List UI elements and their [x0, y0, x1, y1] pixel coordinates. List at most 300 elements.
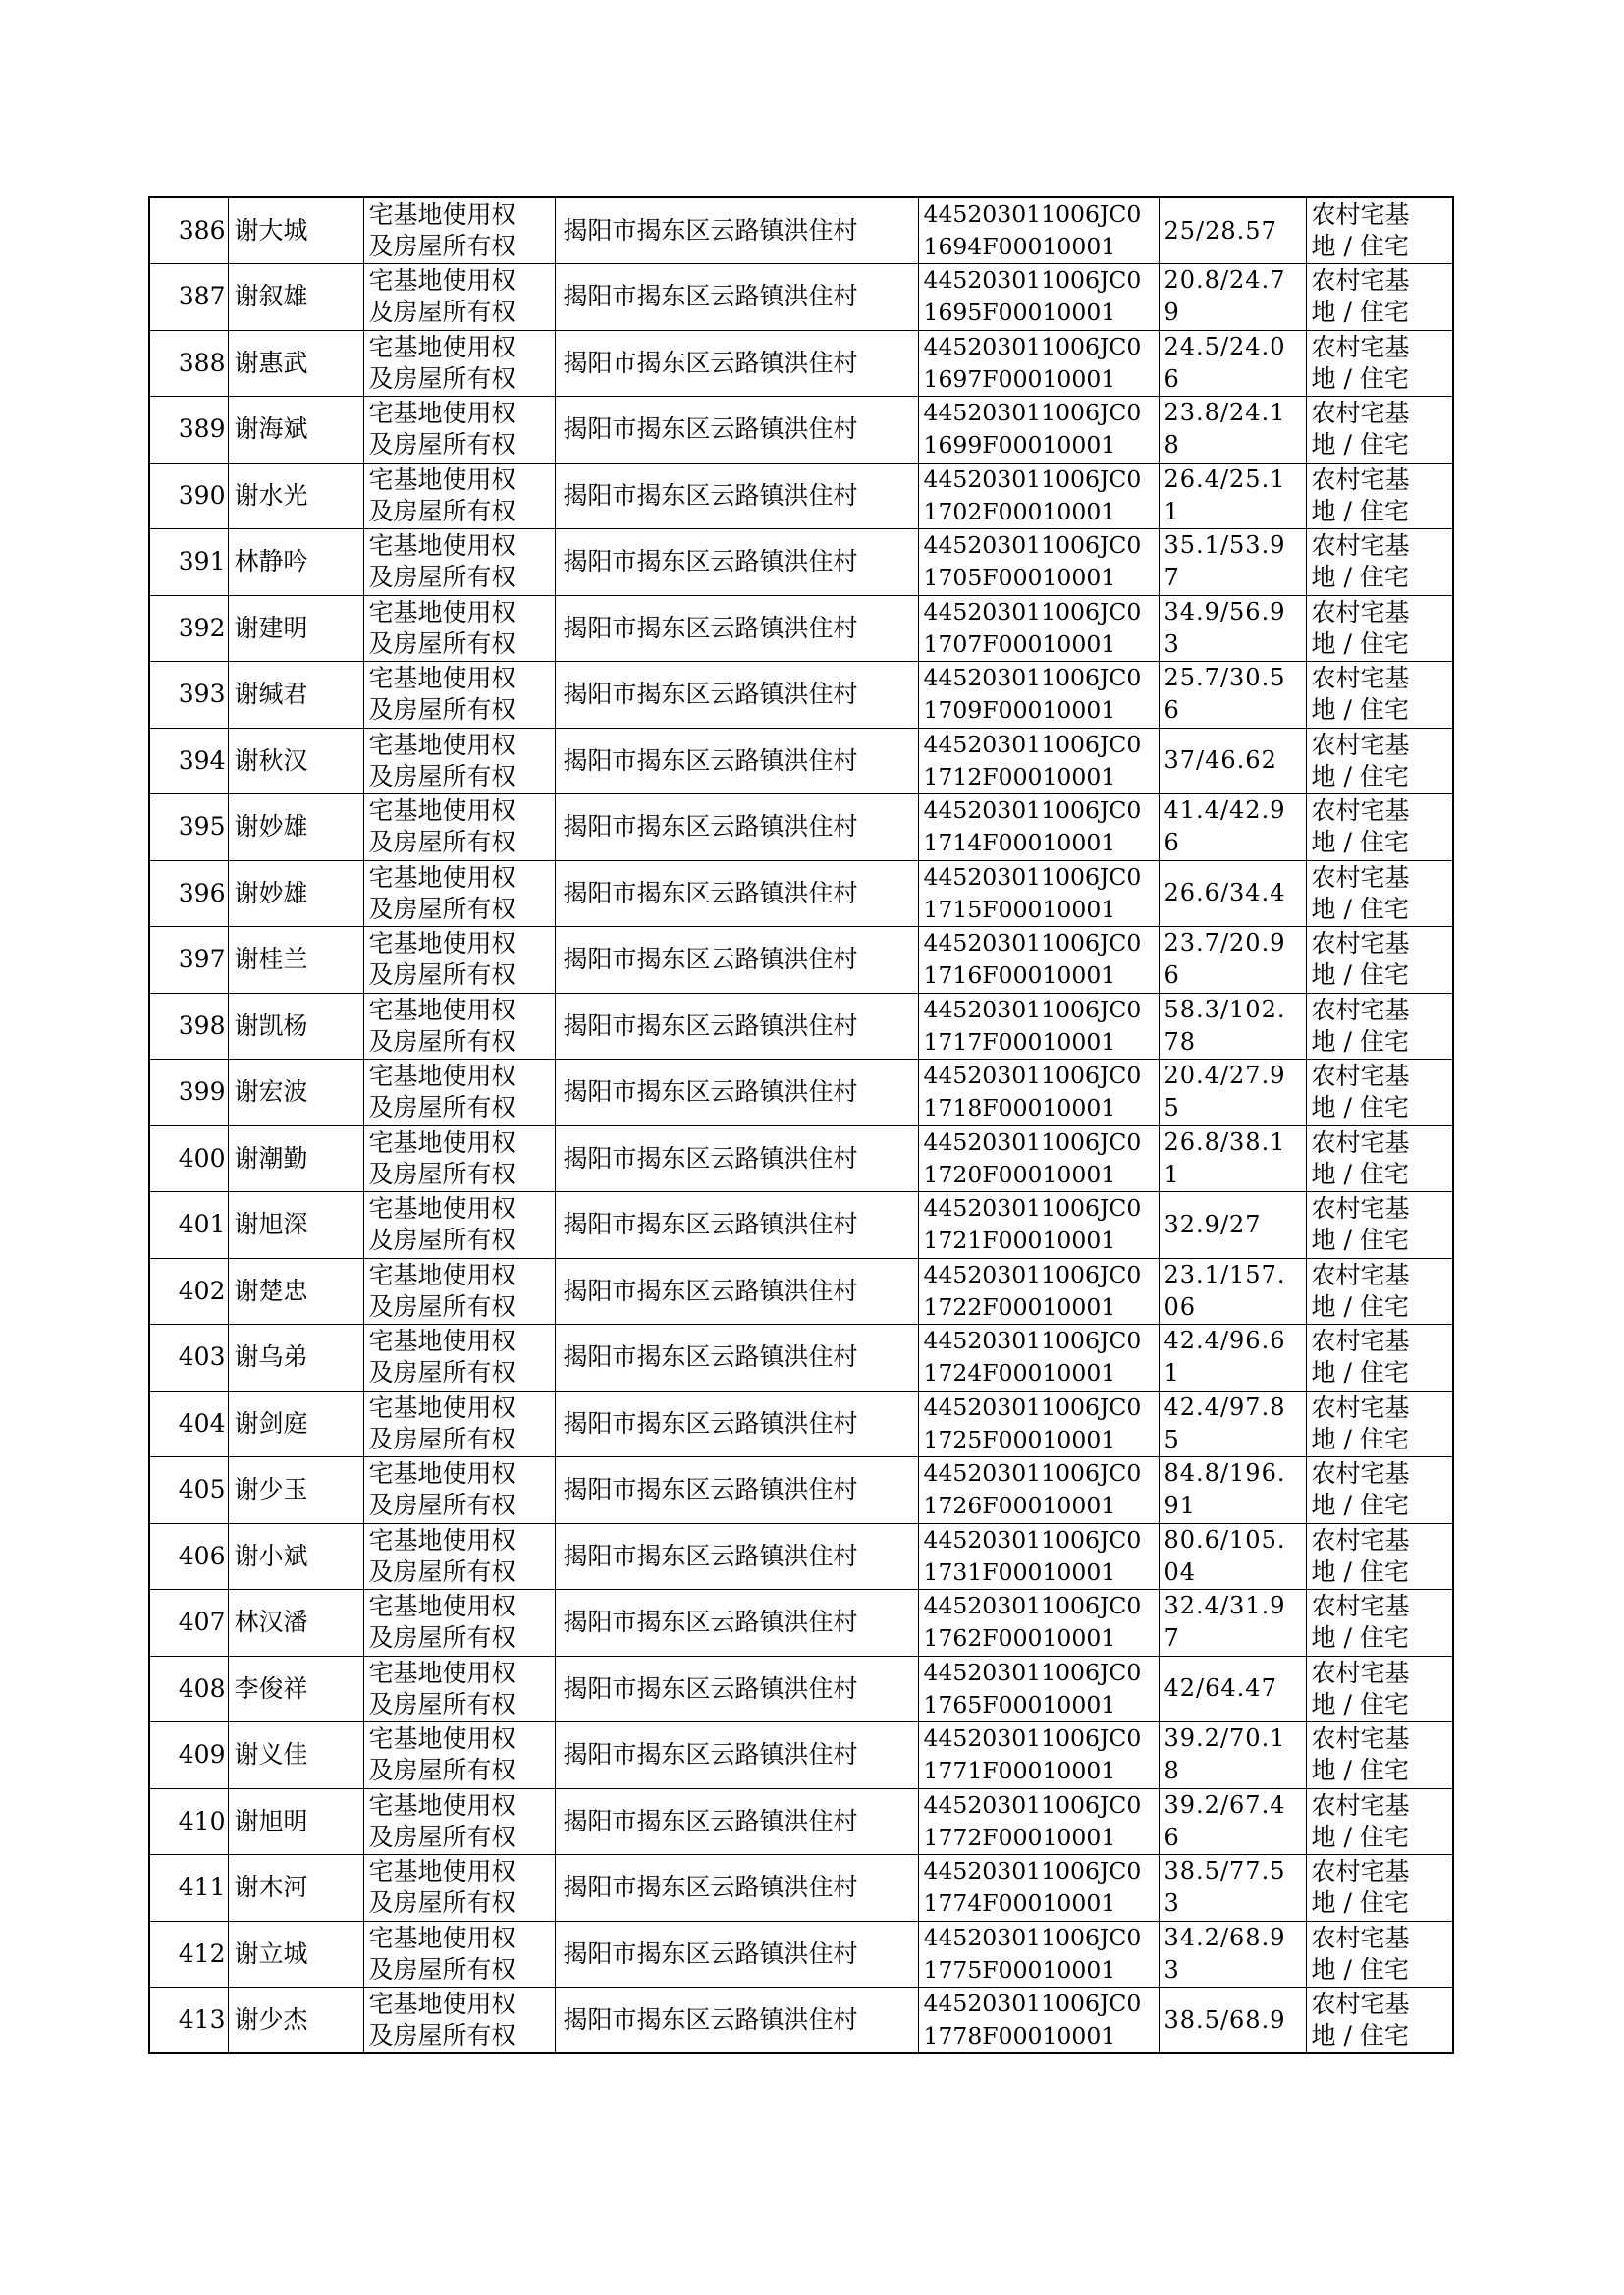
unit-code: 445203011006JC01722F00010001: [918, 1258, 1159, 1325]
area: 24.5/24.06: [1159, 330, 1306, 397]
row-number: 402: [149, 1258, 228, 1325]
land-use-line1: 农村宅基: [1311, 1459, 1410, 1489]
land-use: [1306, 1590, 1453, 1657]
right-type-line1: 宅基地使用权: [368, 1592, 516, 1621]
right-type-line2: 及房屋所有权: [368, 363, 516, 393]
row-number: 388: [149, 330, 228, 397]
owner-name: 谢木河: [228, 1855, 363, 1922]
land-use-line1: 农村宅基: [1311, 1857, 1410, 1886]
right-type-line1: 宅基地使用权: [368, 995, 516, 1024]
owner-name: 谢楚忠: [228, 1258, 363, 1325]
land-use-line2: 地 / 住宅: [1311, 628, 1409, 658]
right-type: [363, 1988, 555, 2054]
table-row: [149, 1722, 1453, 1789]
land-use-line2: 地 / 住宅: [1311, 1291, 1409, 1321]
row-number: 405: [149, 1457, 228, 1524]
area: 23.8/24.18: [1159, 397, 1306, 464]
unit-code: 445203011006JC01699F00010001: [918, 397, 1159, 464]
row-number: 404: [149, 1391, 228, 1457]
owner-name: 谢惠武: [228, 330, 363, 397]
land-use-line1: 农村宅基: [1311, 332, 1410, 361]
unit-code: 445203011006JC01726F00010001: [918, 1457, 1159, 1524]
table-body: [149, 197, 1453, 2053]
right-type: [363, 927, 555, 994]
right-type-line1: 宅基地使用权: [368, 1459, 516, 1489]
land-use-line1: 农村宅基: [1311, 1525, 1410, 1555]
owner-name: 谢海斌: [228, 397, 363, 464]
right-type-line1: 宅基地使用权: [368, 1393, 516, 1422]
right-type: [363, 1391, 555, 1457]
right-type-line2: 及房屋所有权: [368, 496, 516, 525]
area: 80.6/105.04: [1159, 1523, 1306, 1590]
land-use: [1306, 1325, 1453, 1392]
unit-code: 445203011006JC01721F00010001: [918, 1192, 1159, 1259]
right-type-line2: 及房屋所有权: [368, 1226, 516, 1255]
property-table: [148, 196, 1454, 2054]
right-type-line1: 宅基地使用权: [368, 664, 516, 693]
right-type-line1: 宅基地使用权: [368, 399, 516, 428]
owner-name: 谢大城: [228, 197, 363, 264]
land-use-line1: 农村宅基: [1311, 929, 1410, 958]
owner-name: 林静吟: [228, 529, 363, 596]
unit-code: 445203011006JC01775F00010001: [918, 1921, 1159, 1988]
unit-code: 445203011006JC01778F00010001: [918, 1988, 1159, 2054]
land-use-line2: 地 / 住宅: [1311, 1491, 1409, 1520]
row-number: 387: [149, 264, 228, 331]
row-number: 394: [149, 728, 228, 794]
land-use-line1: 农村宅基: [1311, 597, 1410, 627]
right-type-line1: 宅基地使用权: [368, 266, 516, 296]
right-type: [363, 1457, 555, 1524]
row-number: 395: [149, 794, 228, 861]
right-type-line1: 宅基地使用权: [368, 730, 516, 759]
owner-name: 谢水光: [228, 463, 363, 529]
row-number: 393: [149, 662, 228, 729]
right-type-line2: 及房屋所有权: [368, 1026, 516, 1056]
table-row: [149, 264, 1453, 331]
table-row: [149, 463, 1453, 529]
right-type: [363, 463, 555, 529]
area: 41.4/42.96: [1159, 794, 1306, 861]
location: 揭阳市揭东区云路镇洪住村: [555, 662, 918, 729]
row-number: 407: [149, 1590, 228, 1657]
right-type-line1: 宅基地使用权: [368, 1724, 516, 1754]
location: 揭阳市揭东区云路镇洪住村: [555, 1457, 918, 1524]
right-type-line2: 及房屋所有权: [368, 1822, 516, 1851]
table-row: [149, 993, 1453, 1060]
land-use-line1: 农村宅基: [1311, 200, 1410, 229]
table-row: [149, 1656, 1453, 1722]
right-type-line1: 宅基地使用权: [368, 1525, 516, 1555]
land-use-line2: 地 / 住宅: [1311, 695, 1409, 725]
table-row: [149, 197, 1453, 264]
land-use-line2: 地 / 住宅: [1311, 1689, 1409, 1719]
land-use-line1: 农村宅基: [1311, 399, 1410, 428]
row-number: 386: [149, 197, 228, 264]
land-use-line1: 农村宅基: [1311, 664, 1410, 693]
right-type: [363, 993, 555, 1060]
unit-code: 445203011006JC01771F00010001: [918, 1722, 1159, 1789]
owner-name: 谢凯杨: [228, 993, 363, 1060]
right-type-line2: 及房屋所有权: [368, 1358, 516, 1388]
location: 揭阳市揭东区云路镇洪住村: [555, 1921, 918, 1988]
right-type: [363, 1788, 555, 1855]
right-type-line1: 宅基地使用权: [368, 332, 516, 361]
land-use-line2: 地 / 住宅: [1311, 232, 1409, 260]
right-type-line1: 宅基地使用权: [368, 929, 516, 958]
area: 35.1/53.97: [1159, 529, 1306, 596]
land-use-line1: 农村宅基: [1311, 1260, 1410, 1289]
location: 揭阳市揭东区云路镇洪住村: [555, 595, 918, 662]
unit-code: 445203011006JC01694F00010001: [918, 197, 1159, 264]
row-number: 391: [149, 529, 228, 596]
area: 39.2/67.46: [1159, 1788, 1306, 1855]
right-type-line1: 宅基地使用权: [368, 1127, 516, 1157]
owner-name: 谢立城: [228, 1921, 363, 1988]
land-use-line1: 农村宅基: [1311, 1592, 1410, 1621]
land-use-line1: 农村宅基: [1311, 730, 1410, 759]
right-type-line1: 宅基地使用权: [368, 1923, 516, 1952]
row-number: 403: [149, 1325, 228, 1392]
owner-name: 谢桂兰: [228, 927, 363, 994]
land-use-line2: 地 / 住宅: [1311, 894, 1409, 923]
land-use-line2: 地 / 住宅: [1311, 1756, 1409, 1785]
area: 32.4/31.97: [1159, 1590, 1306, 1657]
right-type-line1: 宅基地使用权: [368, 1260, 516, 1289]
right-type-line2: 及房屋所有权: [368, 232, 516, 260]
row-number: 412: [149, 1921, 228, 1988]
land-use: [1306, 330, 1453, 397]
land-use: [1306, 860, 1453, 927]
table-row: [149, 860, 1453, 927]
land-use: [1306, 993, 1453, 1060]
right-type-line1: 宅基地使用权: [368, 597, 516, 627]
row-number: 413: [149, 1988, 228, 2054]
location: 揭阳市揭东区云路镇洪住村: [555, 1788, 918, 1855]
unit-code: 445203011006JC01731F00010001: [918, 1523, 1159, 1590]
unit-code: 445203011006JC01725F00010001: [918, 1391, 1159, 1457]
row-number: 401: [149, 1192, 228, 1259]
land-use-line1: 农村宅基: [1311, 266, 1410, 296]
land-use-line1: 农村宅基: [1311, 1127, 1410, 1157]
area: 32.9/27: [1159, 1192, 1306, 1259]
unit-code: 445203011006JC01762F00010001: [918, 1590, 1159, 1657]
location: 揭阳市揭东区云路镇洪住村: [555, 197, 918, 264]
location: 揭阳市揭东区云路镇洪住村: [555, 927, 918, 994]
owner-name: 谢秋汉: [228, 728, 363, 794]
owner-name: 谢缄君: [228, 662, 363, 729]
row-number: 397: [149, 927, 228, 994]
land-use-line2: 地 / 住宅: [1311, 828, 1409, 857]
owner-name: 谢小斌: [228, 1523, 363, 1590]
land-use-line2: 地 / 住宅: [1311, 1822, 1409, 1851]
right-type-line2: 及房屋所有权: [368, 828, 516, 857]
land-use-line2: 地 / 住宅: [1311, 496, 1409, 525]
land-use: [1306, 1722, 1453, 1789]
area: 26.8/38.11: [1159, 1125, 1306, 1192]
right-type: [363, 1921, 555, 1988]
land-use-line2: 地 / 住宅: [1311, 2021, 1409, 2049]
right-type: [363, 1855, 555, 1922]
owner-name: 谢少玉: [228, 1457, 363, 1524]
land-use-line2: 地 / 住宅: [1311, 1159, 1409, 1188]
area: 58.3/102.78: [1159, 993, 1306, 1060]
table-row: [149, 1391, 1453, 1457]
right-type-line1: 宅基地使用权: [368, 1857, 516, 1886]
row-number: 392: [149, 595, 228, 662]
unit-code: 445203011006JC01717F00010001: [918, 993, 1159, 1060]
owner-name: 李俊祥: [228, 1656, 363, 1722]
table-row: [149, 1125, 1453, 1192]
land-use: [1306, 1921, 1453, 1988]
area: 20.4/27.95: [1159, 1060, 1306, 1126]
right-type: [363, 794, 555, 861]
land-use-line1: 农村宅基: [1311, 1790, 1410, 1820]
right-type-line2: 及房屋所有权: [368, 2021, 516, 2049]
right-type-line2: 及房屋所有权: [368, 1954, 516, 1984]
table-row: [149, 794, 1453, 861]
area: 38.5/77.53: [1159, 1855, 1306, 1922]
unit-code: 445203011006JC01712F00010001: [918, 728, 1159, 794]
right-type: [363, 728, 555, 794]
land-use-line2: 地 / 住宅: [1311, 1557, 1409, 1586]
land-use: [1306, 197, 1453, 264]
owner-name: 谢妙雄: [228, 794, 363, 861]
right-type-line2: 及房屋所有权: [368, 1623, 516, 1653]
location: 揭阳市揭东区云路镇洪住村: [555, 1722, 918, 1789]
right-type-line2: 及房屋所有权: [368, 1756, 516, 1785]
location: 揭阳市揭东区云路镇洪住村: [555, 1855, 918, 1922]
unit-code: 445203011006JC01705F00010001: [918, 529, 1159, 596]
land-use-line1: 农村宅基: [1311, 796, 1410, 826]
table-row: [149, 1325, 1453, 1392]
area: 42.4/97.85: [1159, 1391, 1306, 1457]
right-type-line1: 宅基地使用权: [368, 1327, 516, 1356]
table-row: [149, 529, 1453, 596]
table-row: [149, 397, 1453, 464]
right-type: [363, 529, 555, 596]
table-row: [149, 728, 1453, 794]
right-type-line2: 及房屋所有权: [368, 298, 516, 327]
owner-name: 谢建明: [228, 595, 363, 662]
right-type: [363, 197, 555, 264]
right-type: [363, 1125, 555, 1192]
location: 揭阳市揭东区云路镇洪住村: [555, 1988, 918, 2054]
land-use-line1: 农村宅基: [1311, 1923, 1410, 1952]
right-type: [363, 1258, 555, 1325]
land-use: [1306, 1125, 1453, 1192]
unit-code: 445203011006JC01724F00010001: [918, 1325, 1159, 1392]
table-row: [149, 595, 1453, 662]
owner-name: 谢叙雄: [228, 264, 363, 331]
area: 34.2/68.93: [1159, 1921, 1306, 1988]
location: 揭阳市揭东区云路镇洪住村: [555, 1656, 918, 1722]
right-type-line2: 及房屋所有权: [368, 894, 516, 923]
land-use-line2: 地 / 住宅: [1311, 363, 1409, 393]
land-use: [1306, 397, 1453, 464]
area: 42.4/96.61: [1159, 1325, 1306, 1392]
row-number: 390: [149, 463, 228, 529]
land-use: [1306, 1391, 1453, 1457]
land-use-line1: 农村宅基: [1311, 464, 1410, 494]
area: 38.5/68.9: [1159, 1988, 1306, 2054]
location: 揭阳市揭东区云路镇洪住村: [555, 529, 918, 596]
table-row: [149, 1788, 1453, 1855]
area: 84.8/196.91: [1159, 1457, 1306, 1524]
land-use-line1: 农村宅基: [1311, 1724, 1410, 1754]
right-type: [363, 1325, 555, 1392]
land-use: [1306, 463, 1453, 529]
land-use-line1: 农村宅基: [1311, 1393, 1410, 1422]
right-type-line2: 及房屋所有权: [368, 1491, 516, 1520]
land-use: [1306, 264, 1453, 331]
land-use: [1306, 1523, 1453, 1590]
unit-code: 445203011006JC01714F00010001: [918, 794, 1159, 861]
right-type-line2: 及房屋所有权: [368, 1424, 516, 1453]
table-row: [149, 1523, 1453, 1590]
right-type-line1: 宅基地使用权: [368, 1990, 516, 2018]
location: 揭阳市揭东区云路镇洪住村: [555, 993, 918, 1060]
land-use-line2: 地 / 住宅: [1311, 1358, 1409, 1388]
area: 20.8/24.79: [1159, 264, 1306, 331]
right-type-line2: 及房屋所有权: [368, 761, 516, 791]
unit-code: 445203011006JC01774F00010001: [918, 1855, 1159, 1922]
right-type-line2: 及房屋所有权: [368, 563, 516, 592]
owner-name: 谢旭明: [228, 1788, 363, 1855]
location: 揭阳市揭东区云路镇洪住村: [555, 463, 918, 529]
area: 25.7/30.56: [1159, 662, 1306, 729]
owner-name: 谢潮勤: [228, 1125, 363, 1192]
location: 揭阳市揭东区云路镇洪住村: [555, 1325, 918, 1392]
land-use-line1: 农村宅基: [1311, 1990, 1410, 2018]
right-type: [363, 1060, 555, 1126]
right-type-line2: 及房屋所有权: [368, 628, 516, 658]
land-use-line1: 农村宅基: [1311, 1327, 1410, 1356]
row-number: 398: [149, 993, 228, 1060]
land-use-line1: 农村宅基: [1311, 862, 1410, 892]
row-number: 389: [149, 397, 228, 464]
right-type-line2: 及房屋所有权: [368, 1093, 516, 1122]
unit-code: 445203011006JC01715F00010001: [918, 860, 1159, 927]
land-use: [1306, 728, 1453, 794]
owner-name: 谢宏波: [228, 1060, 363, 1126]
right-type-line2: 及房屋所有权: [368, 430, 516, 460]
land-use: [1306, 1656, 1453, 1722]
row-number: 409: [149, 1722, 228, 1789]
right-type-line1: 宅基地使用权: [368, 200, 516, 229]
land-use-line2: 地 / 住宅: [1311, 1623, 1409, 1653]
unit-code: 445203011006JC01720F00010001: [918, 1125, 1159, 1192]
land-use-line2: 地 / 住宅: [1311, 1954, 1409, 1984]
land-use: [1306, 794, 1453, 861]
area: 39.2/70.18: [1159, 1722, 1306, 1789]
row-number: 399: [149, 1060, 228, 1126]
land-use-line2: 地 / 住宅: [1311, 1226, 1409, 1255]
area: 34.9/56.93: [1159, 595, 1306, 662]
land-use-line2: 地 / 住宅: [1311, 430, 1409, 460]
right-type-line2: 及房屋所有权: [368, 960, 516, 990]
location: 揭阳市揭东区云路镇洪住村: [555, 1125, 918, 1192]
table-row: [149, 1192, 1453, 1259]
land-use-line2: 地 / 住宅: [1311, 960, 1409, 990]
location: 揭阳市揭东区云路镇洪住村: [555, 264, 918, 331]
right-type-line2: 及房屋所有权: [368, 1159, 516, 1188]
right-type: [363, 397, 555, 464]
row-number: 411: [149, 1855, 228, 1922]
land-use: [1306, 595, 1453, 662]
location: 揭阳市揭东区云路镇洪住村: [555, 860, 918, 927]
land-use: [1306, 1988, 1453, 2054]
area: 25/28.57: [1159, 197, 1306, 264]
right-type-line2: 及房屋所有权: [368, 695, 516, 725]
area: 26.4/25.11: [1159, 463, 1306, 529]
location: 揭阳市揭东区云路镇洪住村: [555, 1523, 918, 1590]
row-number: 410: [149, 1788, 228, 1855]
right-type: [363, 330, 555, 397]
table-row: [149, 1988, 1453, 2054]
land-use-line1: 农村宅基: [1311, 1062, 1410, 1091]
land-use-line2: 地 / 住宅: [1311, 1888, 1409, 1918]
land-use: [1306, 927, 1453, 994]
land-use-line2: 地 / 住宅: [1311, 761, 1409, 791]
location: 揭阳市揭东区云路镇洪住村: [555, 728, 918, 794]
unit-code: 445203011006JC01716F00010001: [918, 927, 1159, 994]
table-row: [149, 927, 1453, 994]
owner-name: 林汉潘: [228, 1590, 363, 1657]
row-number: 400: [149, 1125, 228, 1192]
location: 揭阳市揭东区云路镇洪住村: [555, 1590, 918, 1657]
area: 23.1/157.06: [1159, 1258, 1306, 1325]
unit-code: 445203011006JC01695F00010001: [918, 264, 1159, 331]
right-type: [363, 1192, 555, 1259]
owner-name: 谢乌弟: [228, 1325, 363, 1392]
right-type-line1: 宅基地使用权: [368, 862, 516, 892]
land-use: [1306, 1788, 1453, 1855]
right-type-line1: 宅基地使用权: [368, 531, 516, 561]
land-use-line2: 地 / 住宅: [1311, 1424, 1409, 1453]
owner-name: 谢义佳: [228, 1722, 363, 1789]
land-use: [1306, 529, 1453, 596]
table-row: [149, 1921, 1453, 1988]
land-use-line1: 农村宅基: [1311, 531, 1410, 561]
right-type-line2: 及房屋所有权: [368, 1689, 516, 1719]
unit-code: 445203011006JC01718F00010001: [918, 1060, 1159, 1126]
table-row: [149, 1258, 1453, 1325]
location: 揭阳市揭东区云路镇洪住村: [555, 1192, 918, 1259]
location: 揭阳市揭东区云路镇洪住村: [555, 1391, 918, 1457]
right-type-line2: 及房屋所有权: [368, 1291, 516, 1321]
owner-name: 谢少杰: [228, 1988, 363, 2054]
land-use-line2: 地 / 住宅: [1311, 1093, 1409, 1122]
right-type-line1: 宅基地使用权: [368, 1790, 516, 1820]
location: 揭阳市揭东区云路镇洪住村: [555, 1258, 918, 1325]
land-use-line2: 地 / 住宅: [1311, 298, 1409, 327]
unit-code: 445203011006JC01702F00010001: [918, 463, 1159, 529]
owner-name: 谢剑庭: [228, 1391, 363, 1457]
right-type: [363, 264, 555, 331]
right-type-line2: 及房屋所有权: [368, 1557, 516, 1586]
table-row: [149, 1060, 1453, 1126]
owner-name: 谢旭深: [228, 1192, 363, 1259]
owner-name: 谢妙雄: [228, 860, 363, 927]
unit-code: 445203011006JC01709F00010001: [918, 662, 1159, 729]
right-type-line2: 及房屋所有权: [368, 1888, 516, 1918]
right-type-line1: 宅基地使用权: [368, 796, 516, 826]
area: 26.6/34.4: [1159, 860, 1306, 927]
area: 42/64.47: [1159, 1656, 1306, 1722]
unit-code: 445203011006JC01697F00010001: [918, 330, 1159, 397]
right-type-line1: 宅基地使用权: [368, 1658, 516, 1687]
